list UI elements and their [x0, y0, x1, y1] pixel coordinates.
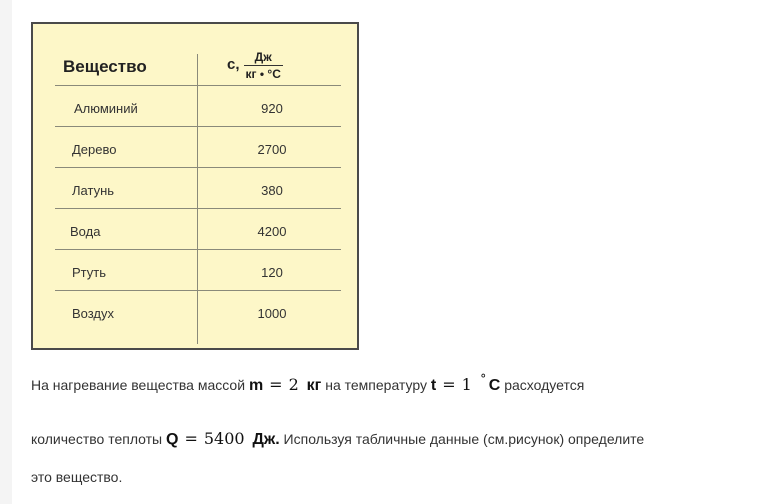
- temperature-symbol: t: [430, 377, 437, 394]
- mass-unit: кг: [306, 377, 322, 394]
- row-value-brass: 380: [261, 183, 283, 198]
- row-divider: [55, 208, 341, 209]
- row-name-air: Воздух: [72, 306, 115, 321]
- problem-text: на температуру: [325, 377, 427, 393]
- row-value-aluminium: 920: [261, 101, 283, 116]
- mass-value: 2: [288, 375, 299, 394]
- header-divider: [55, 85, 341, 86]
- row-name-brass: Латунь: [72, 183, 115, 198]
- header-substance: Вещество: [63, 57, 147, 76]
- row-name-mercury: Ртуть: [72, 265, 106, 280]
- row-divider: [55, 249, 341, 250]
- mass-symbol: m: [248, 377, 264, 394]
- row-divider: [55, 167, 341, 168]
- row-value-water: 4200: [257, 224, 287, 239]
- temperature-value: 1: [461, 375, 472, 394]
- row-divider: [55, 126, 341, 127]
- problem-text: количество теплоты: [31, 431, 163, 447]
- row-value-wood: 2700: [257, 142, 287, 157]
- column-divider: [197, 54, 198, 344]
- equals-sign: =: [442, 375, 456, 394]
- problem-line-1: [31, 374, 584, 395]
- heat-unit: Дж.: [252, 431, 280, 448]
- header-unit-denominator: кг • °С: [245, 67, 281, 81]
- row-value-air: 1000: [257, 306, 287, 321]
- problem-line-3: это вещество.: [31, 469, 123, 485]
- row-name-wood: Дерево: [72, 142, 117, 157]
- equals-sign: =: [269, 375, 283, 394]
- header-c-symbol: с,: [227, 56, 240, 73]
- heat-symbol: Q: [166, 431, 179, 448]
- equals-sign: =: [184, 429, 198, 448]
- problem-text: На нагревание вещества массой: [31, 377, 246, 393]
- header-unit-fraction: [244, 50, 283, 81]
- row-value-mercury: 120: [261, 265, 283, 280]
- problem-text: расходуется: [504, 377, 585, 393]
- temperature-unit: С: [488, 377, 501, 394]
- problem-text: Используя табличные данные (см.рисунок) определите: [283, 431, 645, 447]
- problem-line-2: [31, 429, 644, 449]
- degree-sign: ˚: [479, 374, 487, 390]
- header-unit-numerator: Дж: [254, 50, 272, 64]
- heat-value: 5400: [203, 429, 245, 448]
- header-specific-heat: [227, 50, 283, 81]
- specific-heat-table: [31, 22, 359, 350]
- row-name-water: Вода: [70, 224, 101, 239]
- row-name-aluminium: Алюминий: [74, 101, 138, 116]
- row-divider: [55, 290, 341, 291]
- left-margin-strip: [0, 0, 12, 504]
